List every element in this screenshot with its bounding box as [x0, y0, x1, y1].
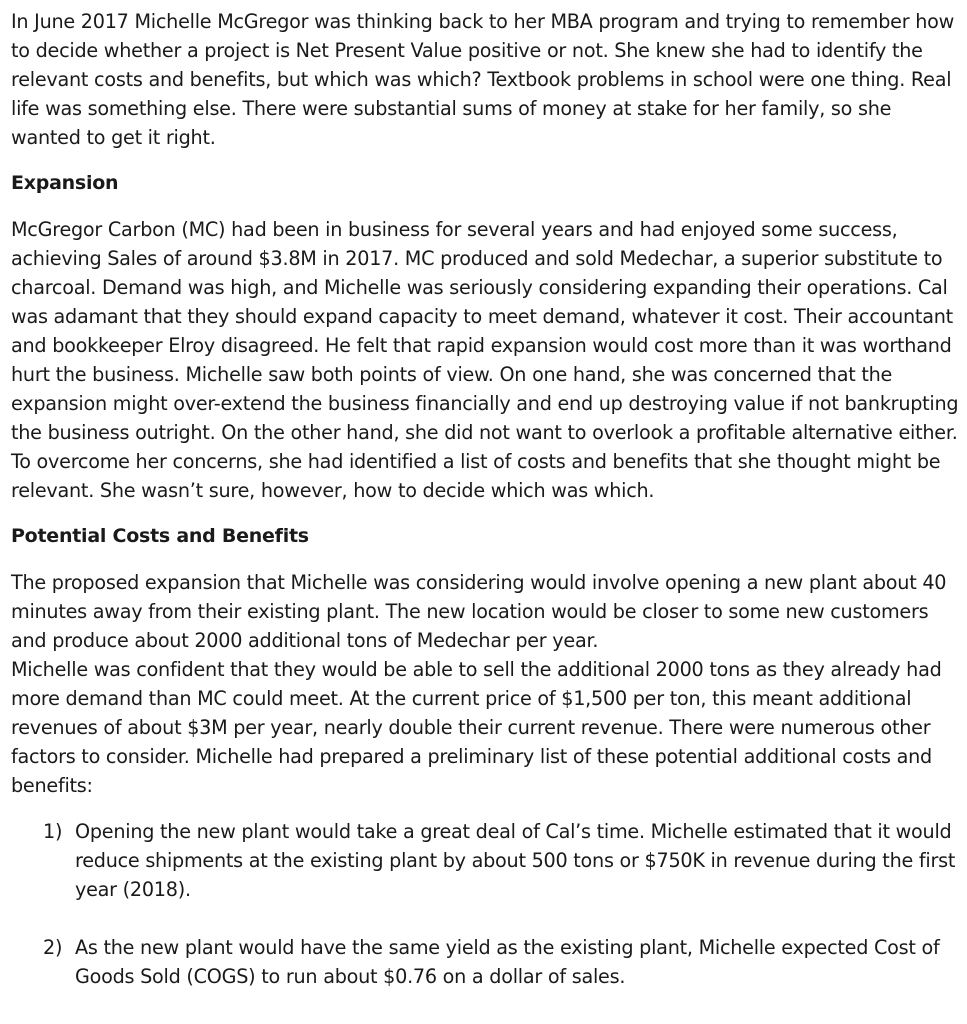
list-item-text: As the new plant would have the same yield as the existing plant, Michelle expected Cost of Goods Sold (COGS) to run about $0.76 on a dollar of sales. [75, 936, 940, 988]
list-item-number: 2) [43, 936, 63, 959]
list-item-number: 1) [43, 820, 63, 843]
list-item-text: Opening the new plant would take a great deal of Cal’s time. Michelle estimated that it would reduce shipments at the existing plant by about 500 tons or $750K in revenue during the first year (2018). [75, 820, 956, 901]
proposal-paragraph: The proposed expansion that Michelle was considering would involve opening a new plant about 40 minutes away from their existing plant. The new location would be closer to some new customers and produce about 2000 additional tons of Medechar per year. [11, 571, 947, 652]
costs-benefits-list [11, 817, 961, 991]
section-heading-expansion: Expansion [11, 172, 119, 194]
list-item [11, 817, 961, 904]
list-item [11, 933, 961, 991]
section-heading-potential-costs-benefits: Potential Costs and Benefits [11, 525, 309, 547]
intro-paragraph: In June 2017 Michelle McGregor was thinking back to her MBA program and trying to remember how to decide whether a project is Net Present Value positive or not. She knew she had to identify the relevant costs and benefits, but which was which? Textbook problems in school were one thing. Real life was something else. There were substantial sums of money at stake for her family, so she wanted to get it right. [11, 10, 955, 149]
case-document [11, 7, 961, 991]
revenue-paragraph: Michelle was confident that they would be able to sell the additional 2000 tons as they already had more demand than MC could meet. At the current price of $1,500 per ton, this meant additional revenues of about $3M per year, nearly double their current revenue. There were numerous other factors to consider. Michelle had prepared a preliminary list of these potential additional costs and benefits: [11, 658, 942, 797]
expansion-paragraph: McGregor Carbon (MC) had been in business for several years and had enjoyed some success, achieving Sales of around $3.8M in 2017. MC produced and sold Medechar, a superior substitute to charcoal. Demand was high, and Michelle was seriously considering expanding their operations. Cal was adamant that they should expand capacity to meet demand, whatever it cost. Their accountant and bookkeeper Elroy disagreed. He felt that rapid expansion would cost more than it was worthand hurt the business. Michelle saw both points of view. On one hand, she was concerned that the expansion might over-extend the business financially and end up destroying value if not bankrupting the business outright. On the other hand, she did not want to overlook a profitable alternative either. To overcome her concerns, she had identified a list of costs and benefits that she thought might be relevant. She wasn’t sure, however, how to decide which was which. [11, 218, 959, 502]
